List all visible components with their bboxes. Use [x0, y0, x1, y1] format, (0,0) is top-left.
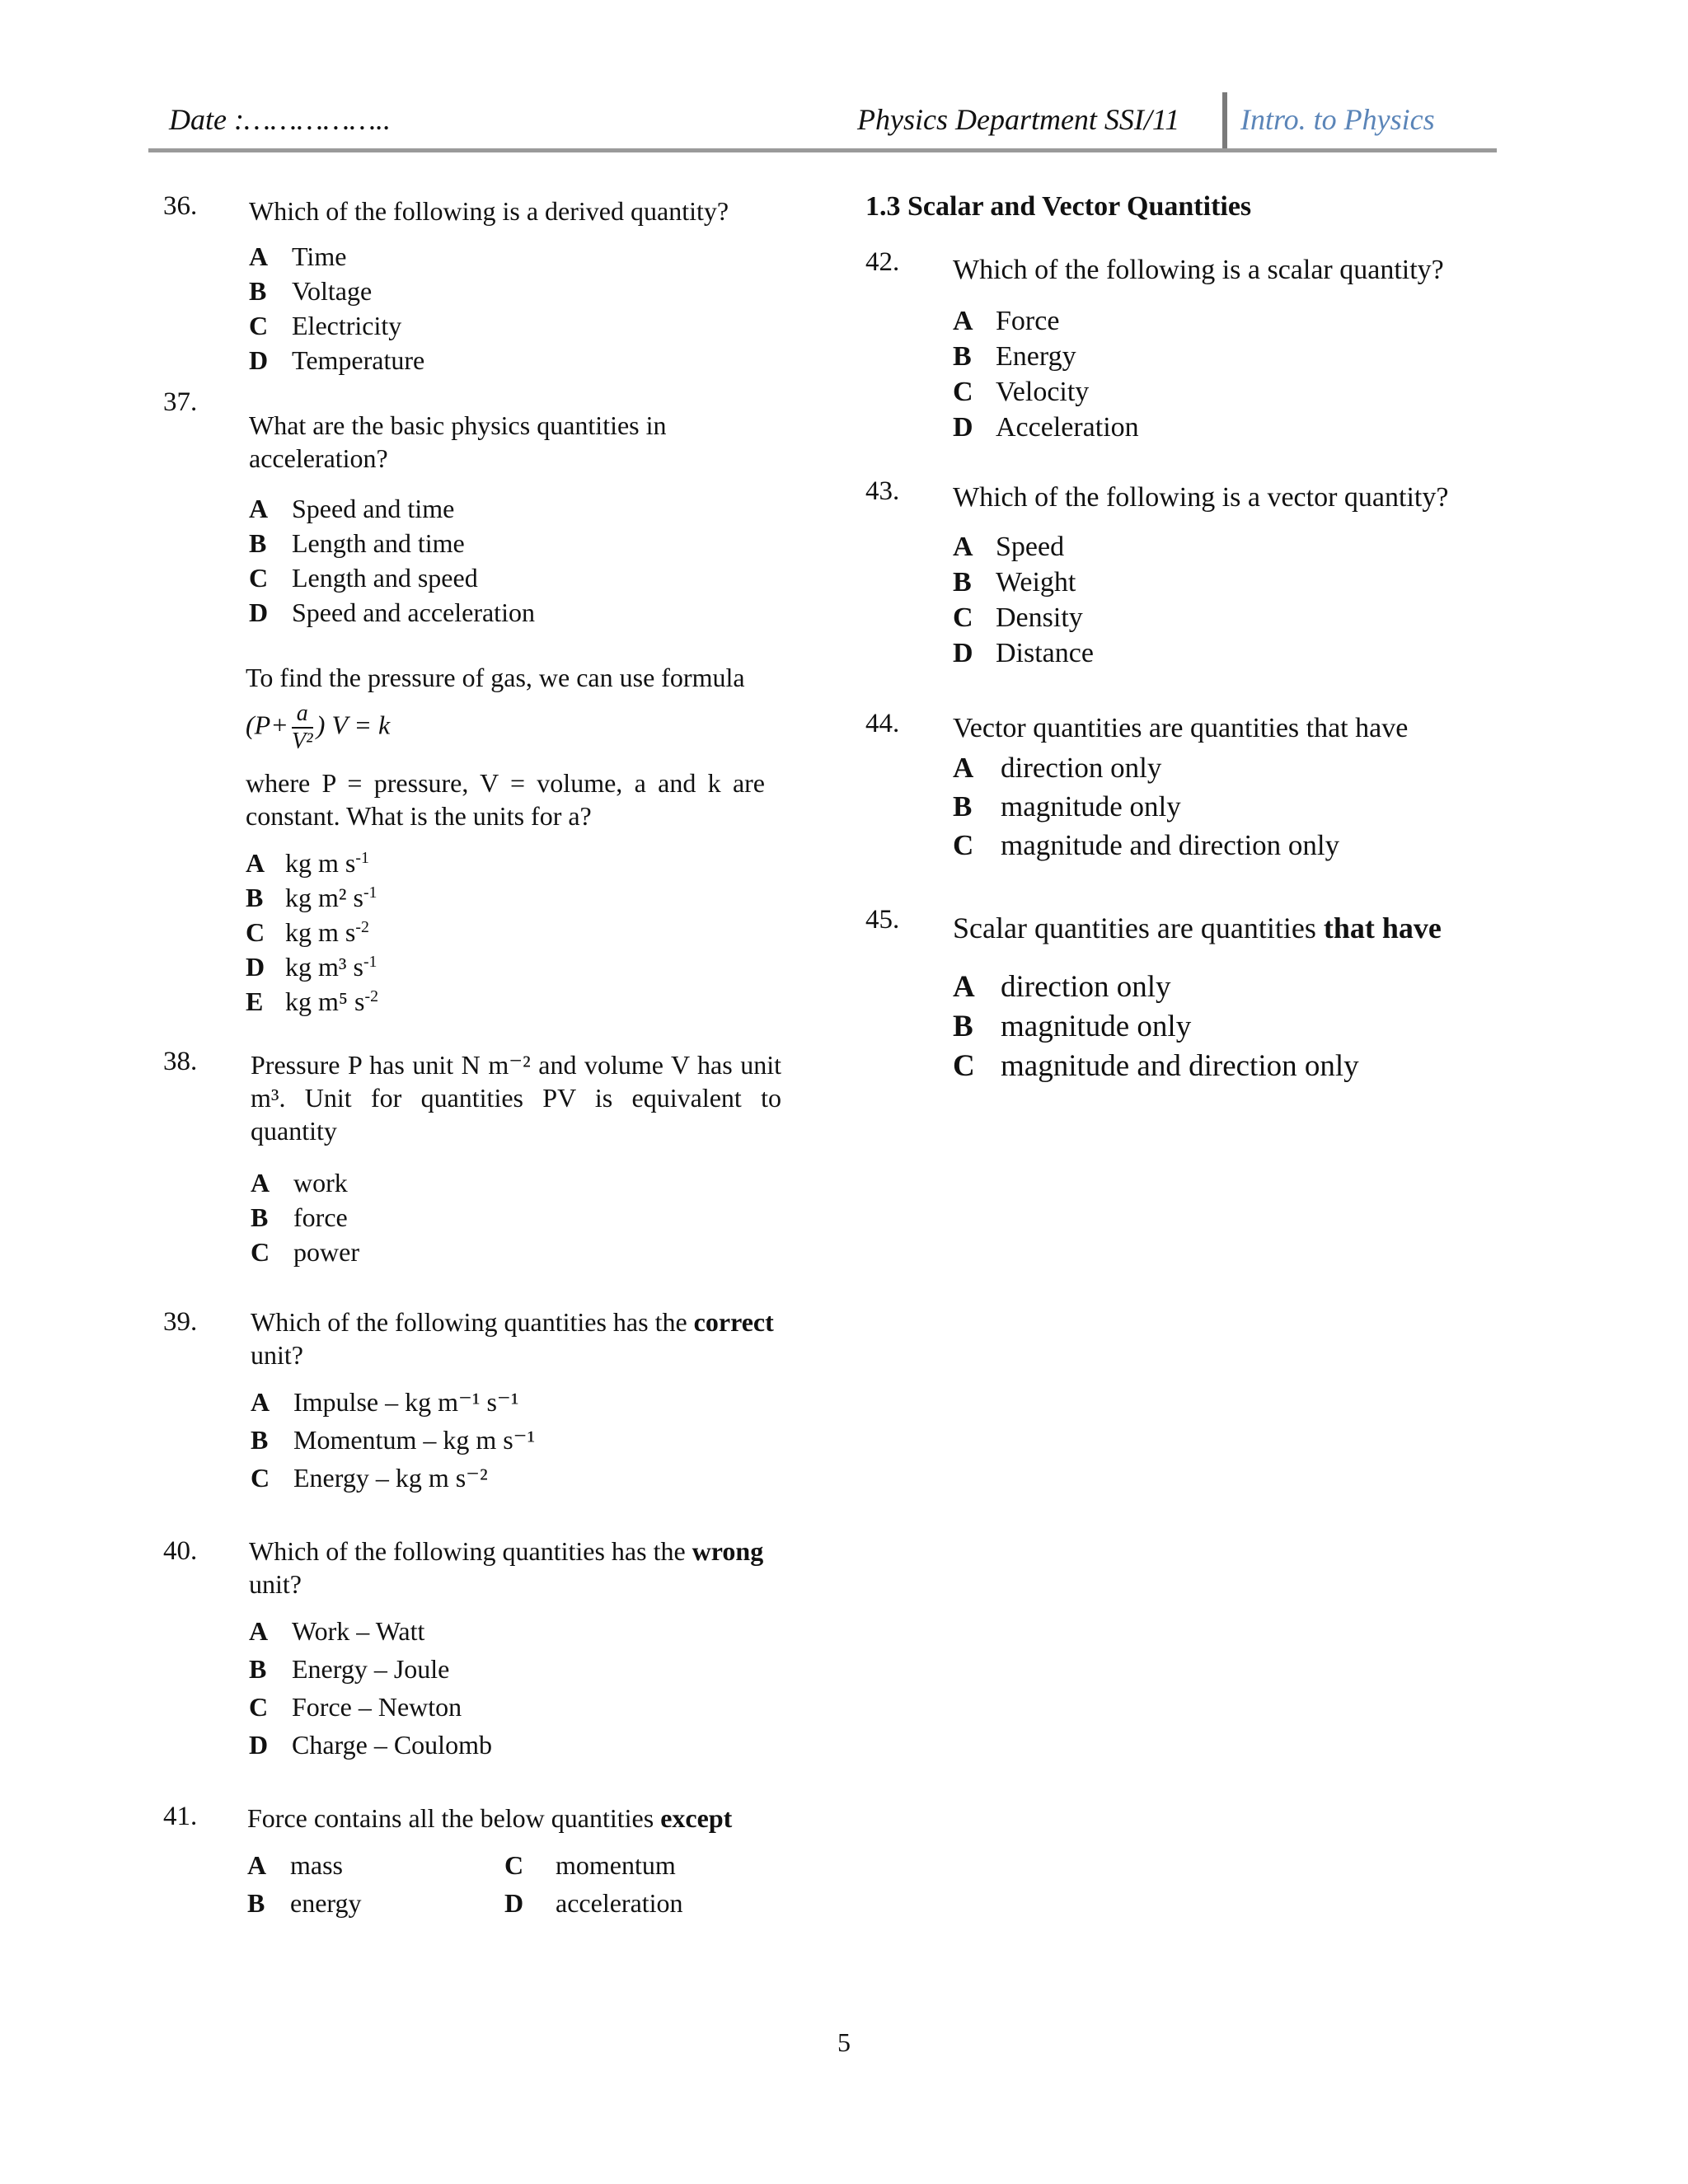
question-42-number: 42. [865, 247, 900, 277]
question-37-number: 37. [163, 387, 198, 417]
question-43-number: 43. [865, 476, 900, 506]
question-40-number: 40. [163, 1536, 198, 1566]
option-41-a[interactable]: A mass [247, 1850, 343, 1880]
question-39-text: Which of the following quantities has the correct unit? [251, 1307, 774, 1370]
option-39-a[interactable]: A Impulse – kg m⁻¹ s⁻¹ [251, 1387, 519, 1417]
option-45-c[interactable]: C magnitude and direction only [953, 1049, 1359, 1083]
option-pressure-d[interactable]: D kg m³ $s^{-1}$ [246, 952, 377, 982]
option-37-a[interactable]: A Speed and time [249, 494, 455, 523]
option-45-a[interactable]: A direction only [953, 970, 1171, 1004]
formula-numerator: a [292, 702, 313, 729]
option-38-a[interactable]: A work [251, 1168, 348, 1197]
option-43-b[interactable]: B Weight [953, 567, 1076, 598]
page-number: 5 [837, 2027, 851, 2057]
option-40-a[interactable]: A Work – Watt [249, 1616, 425, 1646]
pressure-question-options [246, 846, 575, 1019]
option-41-c[interactable]: C momentum [504, 1850, 676, 1880]
header-department: Physics Department SSI/11 [857, 103, 1180, 136]
question-39-options [251, 1385, 663, 1498]
option-36-a[interactable]: A Time [249, 241, 347, 271]
question-37-text: What are the basic physics quantities in acceleration? [249, 410, 667, 473]
pressure-question-intro: To find the pressure of gas, we can use formula [246, 663, 745, 692]
question-38-text: Pressure P has unit N m⁻² and volume V has unit m³. Unit for quantities PV is equivalent to quantity [251, 1050, 781, 1146]
question-42-options [953, 303, 1282, 445]
question-37-options [249, 491, 710, 630]
formula-suffix: ) V = k [316, 710, 391, 740]
question-38-number: 38. [163, 1047, 198, 1076]
question-41-options-left [247, 1848, 495, 1924]
question-45-text: Scalar quantities are quantities that have [953, 912, 1442, 944]
option-39-c[interactable]: C Energy – kg m s⁻² [251, 1463, 488, 1493]
option-37-d[interactable]: D Speed and acceleration [249, 598, 535, 627]
question-43-text: Which of the following is a vector quantity? [953, 482, 1449, 513]
option-41-b[interactable]: B energy [247, 1888, 362, 1918]
formula-fraction [292, 702, 313, 753]
formula-denominator: V² [292, 729, 313, 754]
question-39-number: 39. [163, 1307, 198, 1337]
option-43-c[interactable]: C Density [953, 602, 1083, 633]
option-36-c[interactable]: C Electricity [249, 311, 402, 340]
question-44-options [953, 748, 1414, 865]
question-44-number: 44. [865, 709, 900, 738]
option-37-c[interactable]: C Length and speed [249, 563, 478, 593]
option-38-c[interactable]: C power [251, 1237, 359, 1267]
question-41-number: 41. [163, 1802, 198, 1831]
option-pressure-a[interactable]: A kg m $s^{-1}$ [246, 848, 369, 878]
question-45-options [953, 968, 1414, 1086]
header-separator [1222, 92, 1227, 152]
question-43-options [953, 529, 1282, 671]
option-36-b[interactable]: B Voltage [249, 276, 373, 306]
option-36-d[interactable]: D Temperature [249, 345, 425, 375]
option-39-b[interactable]: B Momentum – kg m s⁻¹ [251, 1425, 536, 1455]
question-41-text: Force contains all the below quantities except [247, 1803, 733, 1833]
option-pressure-c[interactable]: C kg m $s^{-2}$ [246, 917, 369, 947]
question-36-options [249, 239, 579, 377]
option-40-c[interactable]: C Force – Newton [249, 1692, 462, 1722]
option-43-d[interactable]: D Distance [953, 638, 1094, 668]
question-36-number: 36. [163, 191, 198, 221]
question-45-number: 45. [865, 905, 900, 935]
option-pressure-b[interactable]: B kg m² $s^{-1}$ [246, 883, 377, 912]
option-42-d[interactable]: D Acceleration [953, 412, 1139, 443]
option-44-a[interactable]: A direction only [953, 752, 1162, 784]
option-40-b[interactable]: B Energy – Joule [249, 1654, 450, 1684]
section-title: 1.3 Scalar and Vector Quantities [865, 191, 1252, 222]
question-38-options [251, 1165, 580, 1269]
option-42-a[interactable]: A Force [953, 306, 1060, 336]
header-rule [148, 148, 1497, 152]
option-41-d[interactable]: D acceleration [504, 1888, 683, 1918]
option-44-c[interactable]: C magnitude and direction only [953, 829, 1340, 861]
pressure-question-where: where P = pressure, V = volume, a and k are constant. What is the units for a? [246, 768, 765, 831]
question-41-options-right [504, 1848, 752, 1924]
option-45-b[interactable]: B magnitude only [953, 1010, 1192, 1043]
option-42-b[interactable]: B Energy [953, 341, 1076, 372]
option-37-b[interactable]: B Length and time [249, 528, 465, 558]
question-42-text: Which of the following is a scalar quantity? [953, 255, 1444, 285]
question-40-text: Which of the following quantities has the wrong unit? [249, 1536, 764, 1599]
option-43-a[interactable]: A Speed [953, 532, 1065, 562]
question-44-text: Vector quantities are quantities that have [953, 713, 1409, 743]
question-36-text: Which of the following is a derived quantity? [249, 196, 729, 226]
pressure-formula [246, 702, 390, 753]
question-40-options [249, 1614, 661, 1765]
header-date: Date :…………….. [169, 103, 392, 136]
option-38-b[interactable]: B force [251, 1202, 348, 1232]
option-40-d[interactable]: D Charge – Coulomb [249, 1730, 492, 1760]
option-pressure-e[interactable]: E kg m⁵ $s^{-2}$ [246, 987, 379, 1016]
option-42-c[interactable]: C Velocity [953, 377, 1090, 407]
formula-prefix: (P+ [246, 710, 288, 740]
option-44-b[interactable]: B magnitude only [953, 790, 1181, 823]
header-course: Intro. to Physics [1240, 103, 1435, 136]
